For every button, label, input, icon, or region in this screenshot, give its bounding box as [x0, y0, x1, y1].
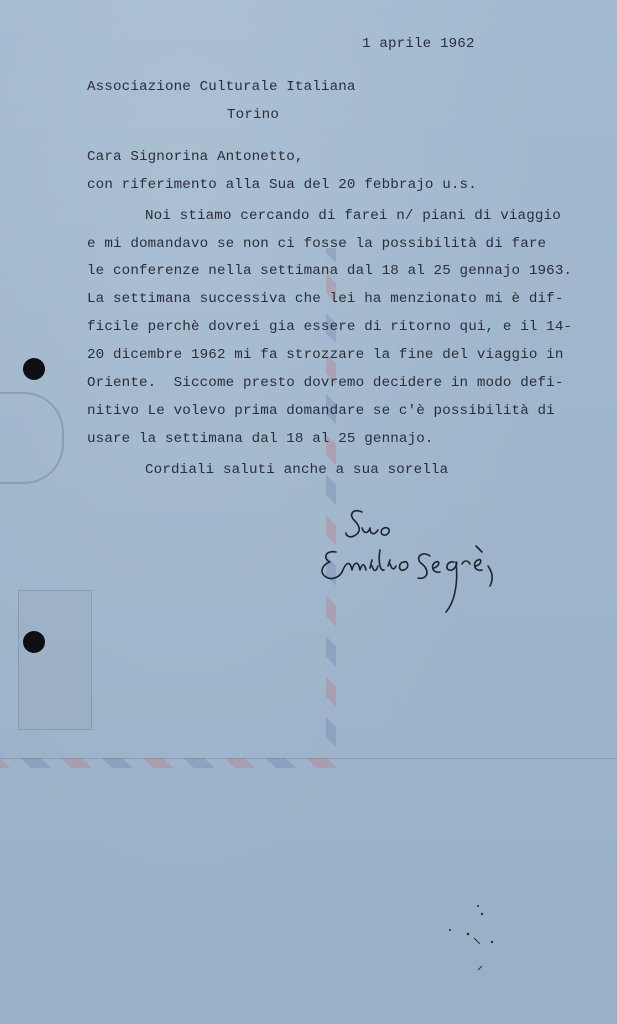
body-line: e mi domandavo se non ci fosse la possibilità di fare: [87, 236, 547, 252]
body-line: con riferimento alla Sua del 20 febbrajo u.s.: [87, 177, 477, 193]
paper-fold-line: [0, 758, 617, 759]
body-line: nitivo Le volevo prima domandare se c'è possibilità di: [87, 403, 555, 419]
ink-specks: [420, 900, 520, 980]
faint-stamp-imprint: [18, 590, 92, 730]
letter-date: 1 aprile 1962: [362, 36, 475, 52]
body-line: Oriente. Siccome presto dovremo decidere in modo defi-: [87, 375, 564, 391]
body-line: ficile perchè dovrei gia essere di ritorno qui, e il 14-: [87, 319, 573, 335]
salutation: Cara Signorina Antonetto,: [87, 149, 304, 165]
body-line: Noi stiamo cercando di farei n/ piani di viaggio: [145, 208, 561, 224]
body-line: 20 dicembre 1962 mi fa strozzare la fine del viaggio in: [87, 347, 564, 363]
closing: Cordiali saluti anche a sua sorella: [145, 462, 449, 478]
body-line: usare la settimana dal 18 al 25 gennajo.: [87, 431, 434, 447]
recipient-name: Associazione Culturale Italiana: [87, 79, 356, 95]
body-line: La settimana successiva che lei ha menzionato mi è dif-: [87, 291, 564, 307]
punch-hole-top: [23, 358, 45, 380]
punch-hole-bottom: [23, 631, 45, 653]
handwritten-signature: [300, 500, 510, 630]
body-line: le conferenze nella settimana dal 18 al 25 gennajo 1963.: [87, 263, 573, 279]
recipient-city: Torino: [227, 107, 279, 123]
